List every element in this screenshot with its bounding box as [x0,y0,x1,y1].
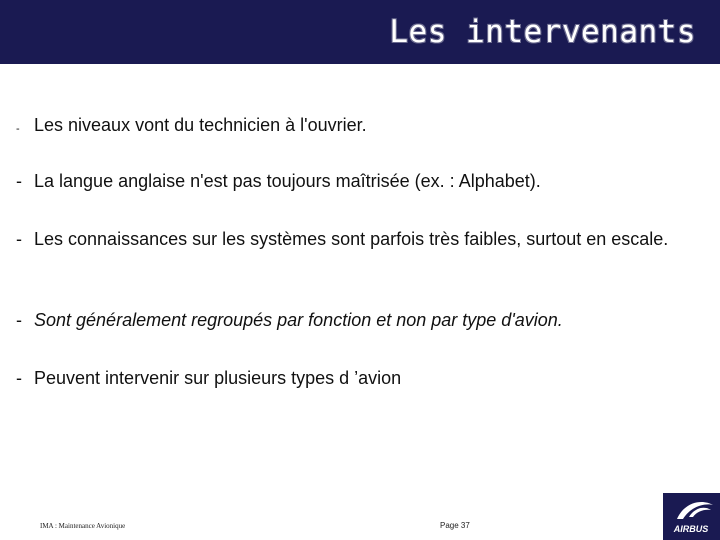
page-number: Page 37 [440,521,470,530]
bullet-dash: - [16,310,22,330]
airbus-logo [663,493,720,540]
bullet-text: Les niveaux vont du technicien à l'ouvrier. [34,115,367,135]
bullet-dash: - [16,123,20,135]
list-item [16,228,706,250]
bullet-dash: - [16,368,22,388]
bullet-dash: - [16,171,22,191]
list-item [16,114,706,136]
header-bar [0,0,720,64]
bullet-text: La langue anglaise n'est pas toujours maîtrisée (ex. : Alphabet). [34,171,541,191]
airbus-logo-icon [663,493,720,540]
bullet-text: Sont généralement regroupés par fonction et non par type d'avion. [34,310,563,330]
bullet-dash: - [16,229,22,249]
list-item [16,367,706,389]
bullet-text: Les connaissances sur les systèmes sont parfois très faibles, surtout en escale. [34,229,669,249]
footer-course-title: IMA : Maintenance Avionique [40,522,126,530]
logo-wordmark: AIRBUS [673,524,709,534]
bullet-text: Peuvent intervenir sur plusieurs types d ’avion [34,368,402,388]
list-item [16,170,706,192]
list-item [16,309,706,331]
page-title: Les intervenants [389,14,696,50]
